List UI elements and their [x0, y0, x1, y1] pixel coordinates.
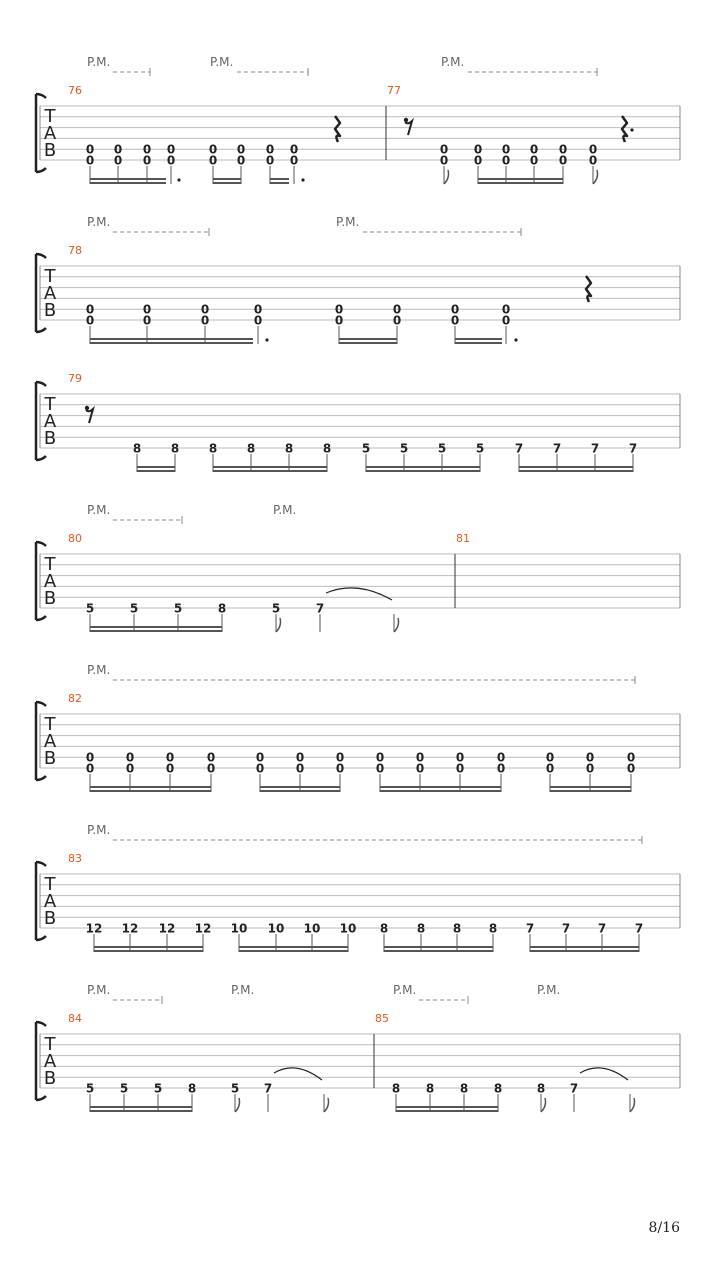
- fret-number: 7: [628, 441, 638, 456]
- fret-number-string-5: 0: [208, 142, 218, 157]
- fret-number: 8: [322, 441, 332, 456]
- tab-clef-letter-A: A: [43, 891, 57, 912]
- palm-mute-label: P.M.: [87, 55, 111, 69]
- beam: [519, 466, 633, 468]
- fret-number-string-5: 0: [439, 142, 449, 157]
- fret-number-string-5: 0: [473, 142, 483, 157]
- beam: [90, 630, 222, 632]
- tab-clef-letter-B: B: [43, 748, 57, 769]
- beam: [90, 342, 253, 344]
- fret-number-string-5: 0: [142, 302, 152, 317]
- fret-number-string-6: 0: [558, 153, 568, 168]
- fret-number: 8: [416, 921, 426, 936]
- tab-clef-letter-B: B: [43, 588, 57, 609]
- tab-clef-letter-A: A: [43, 411, 57, 432]
- dot: [177, 178, 180, 181]
- fret-number: 12: [194, 921, 212, 936]
- measure-number: 81: [456, 532, 470, 545]
- fret-number: 8: [379, 921, 389, 936]
- fret-number-string-6: 0: [501, 313, 511, 328]
- tab-clef-letter-T: T: [44, 874, 56, 895]
- measure-number: 77: [387, 84, 401, 97]
- beam: [260, 790, 340, 792]
- fret-number-string-5: 0: [375, 750, 385, 765]
- beam: [550, 786, 631, 788]
- fret-number: 7: [315, 601, 325, 616]
- note-flag: [630, 1098, 635, 1112]
- tab-clef-letter-A: A: [43, 571, 57, 592]
- beam: [239, 946, 348, 948]
- fret-number-string-5: 0: [165, 750, 175, 765]
- fret-number-string-6: 0: [496, 761, 506, 776]
- fret-number-string-5: 0: [125, 750, 135, 765]
- fret-number: 7: [561, 921, 571, 936]
- fret-number-string-6: 0: [253, 313, 263, 328]
- fret-number-string-5: 0: [142, 142, 152, 157]
- measure-number: 78: [68, 244, 82, 257]
- beam: [478, 182, 563, 184]
- fret-number: 5: [271, 601, 281, 616]
- fret-number-string-5: 0: [236, 142, 246, 157]
- tab-clef-letter-A: A: [43, 123, 57, 144]
- fret-number: 10: [267, 921, 285, 936]
- beam: [90, 338, 253, 340]
- tie-arc: [326, 588, 392, 600]
- fret-number-string-5: 0: [415, 750, 425, 765]
- fret-number: 10: [339, 921, 357, 936]
- fret-number: 7: [569, 1081, 579, 1096]
- fret-number-string-5: 0: [265, 142, 275, 157]
- fret-number: 5: [230, 1081, 240, 1096]
- note-flag: [593, 170, 598, 184]
- fret-number: 8: [208, 441, 218, 456]
- fret-number-string-6: 0: [450, 313, 460, 328]
- palm-mute-label: P.M.: [537, 983, 561, 997]
- fret-number: 5: [361, 441, 371, 456]
- fret-number-string-5: 0: [113, 142, 123, 157]
- fret-number-string-5: 0: [166, 142, 176, 157]
- tab-clef-letter-T: T: [44, 266, 56, 287]
- fret-number: 5: [85, 601, 95, 616]
- fret-number: 5: [437, 441, 447, 456]
- fret-number-string-5: 0: [588, 142, 598, 157]
- beam: [530, 950, 639, 952]
- beam: [384, 950, 493, 952]
- fret-number-string-5: 0: [496, 750, 506, 765]
- fret-number: 7: [597, 921, 607, 936]
- eighth-rest-dot: [404, 118, 408, 122]
- fret-number: 5: [399, 441, 409, 456]
- fret-number-string-5: 0: [501, 142, 511, 157]
- fret-number-string-6: 0: [85, 313, 95, 328]
- tab-clef-letter-B: B: [43, 908, 57, 929]
- fret-number-string-6: 0: [415, 761, 425, 776]
- tab-clef-letter-B: B: [43, 1068, 57, 1089]
- fret-number-string-6: 0: [529, 153, 539, 168]
- fret-number: 5: [153, 1081, 163, 1096]
- beam: [384, 946, 493, 948]
- fret-number: 7: [263, 1081, 273, 1096]
- fret-number-string-6: 0: [236, 153, 246, 168]
- beam: [213, 470, 327, 472]
- beam: [270, 182, 289, 184]
- fret-number-string-5: 0: [392, 302, 402, 317]
- fret-number-string-6: 0: [166, 153, 176, 168]
- palm-mute-label: P.M.: [273, 503, 297, 517]
- fret-number-string-6: 0: [85, 761, 95, 776]
- beam: [519, 470, 633, 472]
- fret-number: 5: [85, 1081, 95, 1096]
- measure-number: 84: [68, 1012, 82, 1025]
- fret-number-string-6: 0: [375, 761, 385, 776]
- fret-number: 7: [525, 921, 535, 936]
- fret-number-string-5: 0: [626, 750, 636, 765]
- fret-number: 7: [590, 441, 600, 456]
- fret-number: 8: [217, 601, 227, 616]
- fret-number: 7: [514, 441, 524, 456]
- fret-number: 5: [475, 441, 485, 456]
- fret-number: 8: [391, 1081, 401, 1096]
- tab-clef-letter-T: T: [44, 106, 56, 127]
- fret-number-string-6: 0: [142, 313, 152, 328]
- fret-number-string-5: 0: [558, 142, 568, 157]
- fret-number-string-5: 0: [585, 750, 595, 765]
- fret-number: 8: [536, 1081, 546, 1096]
- eighth-rest-dot: [85, 406, 89, 410]
- rest-dot: [630, 128, 633, 131]
- beam: [550, 790, 631, 792]
- beam: [90, 626, 222, 628]
- fret-number: 5: [129, 601, 139, 616]
- tie-arc: [274, 1068, 322, 1080]
- fret-number: 8: [493, 1081, 503, 1096]
- fret-number: 5: [173, 601, 183, 616]
- fret-number-string-5: 0: [255, 750, 265, 765]
- fret-number-string-5: 0: [253, 302, 263, 317]
- palm-mute-label: P.M.: [441, 55, 465, 69]
- beam: [213, 182, 241, 184]
- beam: [213, 466, 327, 468]
- fret-number-string-5: 0: [85, 142, 95, 157]
- tab-clef-letter-B: B: [43, 428, 57, 449]
- measure-number: 82: [68, 692, 82, 705]
- fret-number-string-5: 0: [335, 750, 345, 765]
- tab-clef-letter-B: B: [43, 140, 57, 161]
- measure-number: 83: [68, 852, 82, 865]
- note-flag: [276, 618, 281, 632]
- beam: [270, 178, 289, 180]
- fret-number-string-5: 0: [295, 750, 305, 765]
- tab-clef-letter-T: T: [44, 554, 56, 575]
- dot: [301, 178, 304, 181]
- beam: [239, 950, 348, 952]
- fret-number: 7: [552, 441, 562, 456]
- fret-number: 5: [119, 1081, 129, 1096]
- beam: [530, 946, 639, 948]
- fret-number-string-6: 0: [455, 761, 465, 776]
- fret-number-string-6: 0: [125, 761, 135, 776]
- tab-clef-letter-T: T: [44, 1034, 56, 1055]
- beam: [90, 1106, 192, 1108]
- fret-number-string-5: 0: [334, 302, 344, 317]
- fret-number: 8: [187, 1081, 197, 1096]
- fret-number-string-6: 0: [588, 153, 598, 168]
- note-flag: [235, 1098, 240, 1112]
- fret-number-string-6: 0: [295, 761, 305, 776]
- beam: [90, 182, 166, 184]
- fret-number-string-6: 0: [334, 313, 344, 328]
- fret-number-string-6: 0: [501, 153, 511, 168]
- fret-number: 8: [132, 441, 142, 456]
- palm-mute-label: P.M.: [87, 503, 111, 517]
- fret-number: 8: [425, 1081, 435, 1096]
- fret-number-string-6: 0: [289, 153, 299, 168]
- beam: [396, 1106, 498, 1108]
- note-flag: [444, 170, 449, 184]
- beam: [455, 338, 502, 340]
- beam: [260, 786, 340, 788]
- fret-number-string-6: 0: [473, 153, 483, 168]
- note-flag: [324, 1098, 329, 1112]
- fret-number: 8: [488, 921, 498, 936]
- palm-mute-label: P.M.: [231, 983, 255, 997]
- fret-number-string-6: 0: [626, 761, 636, 776]
- beam: [339, 342, 397, 344]
- fret-number-string-6: 0: [392, 313, 402, 328]
- fret-number-string-6: 0: [265, 153, 275, 168]
- beam: [137, 466, 175, 468]
- fret-number: 7: [634, 921, 644, 936]
- palm-mute-label: P.M.: [87, 983, 111, 997]
- beam: [478, 178, 563, 180]
- tab-clef-letter-A: A: [43, 731, 57, 752]
- tab-clef-letter-A: A: [43, 1051, 57, 1072]
- beam: [366, 466, 480, 468]
- note-flag: [394, 618, 399, 632]
- fret-number: 12: [158, 921, 176, 936]
- tie-arc: [580, 1068, 628, 1080]
- tab-clef-letter-T: T: [44, 714, 56, 735]
- dot: [514, 338, 517, 341]
- fret-number: 10: [303, 921, 321, 936]
- fret-number-string-5: 0: [289, 142, 299, 157]
- fret-number-string-5: 0: [85, 302, 95, 317]
- tab-clef-letter-B: B: [43, 300, 57, 321]
- palm-mute-label: P.M.: [210, 55, 234, 69]
- beam: [90, 790, 211, 792]
- measure-number: 85: [375, 1012, 389, 1025]
- fret-number-string-5: 0: [529, 142, 539, 157]
- note-flag: [541, 1098, 546, 1112]
- page-number: 8/16: [648, 1220, 680, 1236]
- beam: [90, 1110, 192, 1112]
- fret-number-string-5: 0: [455, 750, 465, 765]
- fret-number: 8: [452, 921, 462, 936]
- fret-number-string-5: 0: [545, 750, 555, 765]
- beam: [396, 1110, 498, 1112]
- beam: [213, 178, 241, 180]
- fret-number: 8: [246, 441, 256, 456]
- beam: [94, 946, 203, 948]
- beam: [90, 786, 211, 788]
- fret-number-string-6: 0: [335, 761, 345, 776]
- fret-number: 8: [170, 441, 180, 456]
- palm-mute-label: P.M.: [393, 983, 417, 997]
- fret-number-string-5: 0: [206, 750, 216, 765]
- fret-number-string-6: 0: [165, 761, 175, 776]
- fret-number-string-5: 0: [450, 302, 460, 317]
- fret-number: 12: [121, 921, 139, 936]
- fret-number-string-6: 0: [208, 153, 218, 168]
- palm-mute-label: P.M.: [87, 215, 111, 229]
- measure-number: 79: [68, 372, 82, 385]
- tab-clef-letter-A: A: [43, 283, 57, 304]
- palm-mute-label: P.M.: [336, 215, 360, 229]
- fret-number-string-6: 0: [206, 761, 216, 776]
- fret-number: 8: [284, 441, 294, 456]
- measure-number: 80: [68, 532, 82, 545]
- beam: [366, 470, 480, 472]
- fret-number-string-6: 0: [585, 761, 595, 776]
- fret-number-string-6: 0: [142, 153, 152, 168]
- beam: [137, 470, 175, 472]
- palm-mute-label: P.M.: [87, 823, 111, 837]
- fret-number-string-5: 0: [85, 750, 95, 765]
- fret-number-string-6: 0: [255, 761, 265, 776]
- fret-number: 8: [459, 1081, 469, 1096]
- fret-number: 10: [230, 921, 248, 936]
- fret-number-string-5: 0: [200, 302, 210, 317]
- fret-number-string-6: 0: [439, 153, 449, 168]
- beam: [94, 950, 203, 952]
- beam: [380, 790, 501, 792]
- beam: [339, 338, 397, 340]
- tab-clef-letter-T: T: [44, 394, 56, 415]
- measure-number: 76: [68, 84, 82, 97]
- fret-number-string-6: 0: [200, 313, 210, 328]
- fret-number-string-5: 0: [501, 302, 511, 317]
- beam: [90, 178, 166, 180]
- fret-number-string-6: 0: [113, 153, 123, 168]
- dot: [265, 338, 268, 341]
- beam: [455, 342, 502, 344]
- fret-number-string-6: 0: [545, 761, 555, 776]
- fret-number-string-6: 0: [85, 153, 95, 168]
- fret-number: 12: [85, 921, 103, 936]
- beam: [380, 786, 501, 788]
- palm-mute-label: P.M.: [87, 663, 111, 677]
